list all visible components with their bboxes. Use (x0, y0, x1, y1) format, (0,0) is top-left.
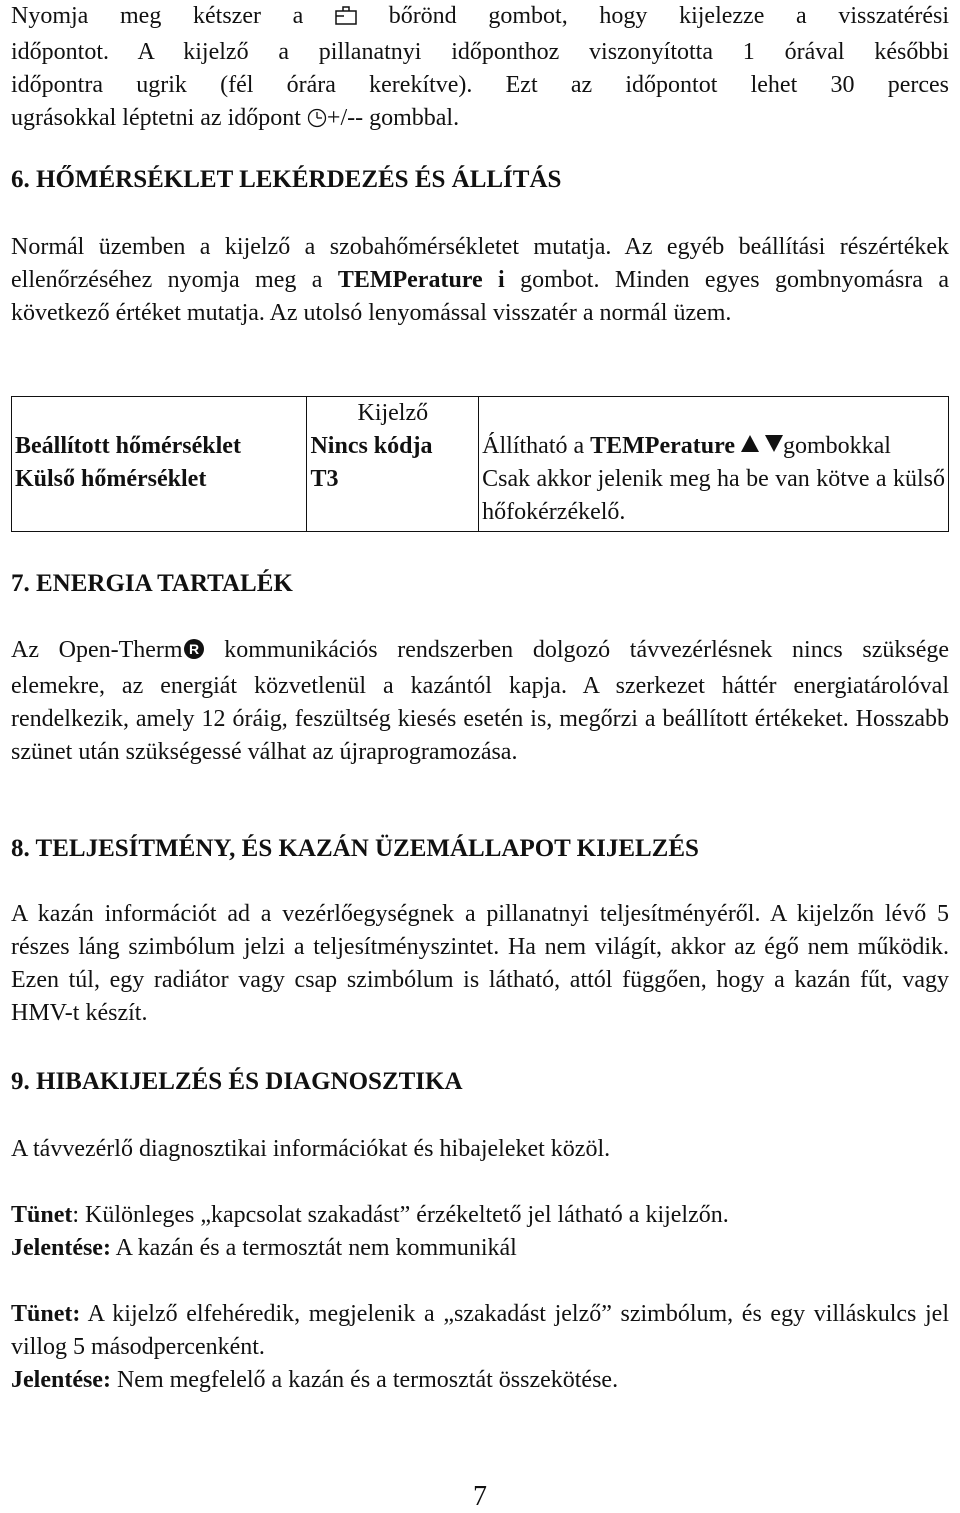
intro-line-4b: +/-- gombbal. (326, 105, 460, 131)
section-7-paragraph (11, 634, 949, 769)
section-9-intro (11, 1133, 949, 1166)
table-header-display: Kijelző (307, 397, 479, 431)
section-9-text: A távvezérlő diagnosztikai információkat és hibajeleket közöl. (11, 1136, 611, 1162)
section-6-text-b: gombot. Minden egyes gombnyomásra a következő értéket mutatja. Az utolsó lenyomással visszatér a normál üzem. (11, 267, 950, 326)
down-arrow-icon (765, 435, 783, 452)
symptom-1 (11, 1199, 949, 1265)
meaning-1-text: A kazán és a termosztát nem kommunikál (110, 1235, 517, 1261)
section-8-paragraph (11, 898, 949, 1030)
intro-line-1a: Nyomja meg kétszer a (11, 3, 304, 29)
intro-line-4a: ugrásokkal léptetni az időpont (11, 105, 301, 131)
section-8-text: A kazán információt ad a vezérlőegységnek a pillanatnyi teljesítményéről. A kijelzőn lévő 5 részes láng szimbólum jelzi a teljesítményszintet. Ha nem világít, akkor az égő nem működik. Ezen túl, egy radiátor vagy csap szimbólum is látható, attól függően, hogy a kazán fűt, vagy HMV-t készít. (11, 901, 949, 1026)
symptom-2 (11, 1298, 949, 1397)
section-6-heading: 6. HŐMÉRSÉKLET LEKÉRDEZÉS ÉS ÁLLÍTÁS (11, 166, 562, 193)
clock-icon (307, 105, 327, 138)
symptom-2-text: A kijelző elfehéredik, megjelenik a „szakadást jelző” szimbólum, és egy villáskulcs jel villog 5 másodpercenként. (11, 1301, 949, 1360)
meaning-1-label: Jelentése: (11, 1235, 111, 1261)
intro-paragraph (11, 0, 949, 138)
temperature-button-ref: TEMPerature i (337, 267, 505, 293)
section-7-heading: 7. ENERGIA TARTALÉK (11, 570, 293, 597)
intro-line-1b: bőrönd gombot, hogy kijelezze a visszatérési (388, 3, 949, 29)
row-2-note: Csak akkor jelenik meg ha be van kötve a külső hőfokérzékelő. (479, 463, 949, 532)
open-therm-text: Az Open-Therm (11, 637, 183, 663)
row-2-code: T3 (310, 466, 339, 492)
symptom-2-label: Tünet: (11, 1301, 81, 1327)
row-2-name: Külső hőmérséklet (15, 466, 207, 492)
meaning-2-text: Nem megfelelő a kazán és a termosztát összekötése. (110, 1367, 619, 1393)
table-row (12, 463, 949, 532)
section-8-heading: 8. TELJESÍTMÉNY, ÉS KAZÁN ÜZEMÁLLAPOT KIJELZÉS (11, 835, 699, 862)
intro-line-3: időpontra ugrik (fél órára kerekítve). Ezt az időpontot lehet 30 perces (11, 72, 949, 98)
intro-line-2: időpontot. A kijelző a pillanatnyi időponthoz viszonyította 1 órával későbbi (11, 39, 949, 65)
symptom-1-label: Tünet (11, 1202, 73, 1228)
symptom-1-text: : Különleges „kapcsolat szakadást” érzékeltető jel látható a kijelzőn. (72, 1202, 729, 1228)
section-9-heading: 9. HIBAKIJELZÉS ÉS DIAGNOSZTIKA (11, 1068, 463, 1095)
meaning-2-label: Jelentése: (11, 1367, 111, 1393)
section-7-text: kommunikációs rendszerben dolgozó távvezérlésnek nincs szüksége elemekre, az energiát közvetlenül a kazántól kapja. A szerkezet háttér energiatárolóval rendelkezik, amely 12 óráig, feszültség kiesés esetén is, megőrzi a beállított értékeket. Hosszabb szünet után szükségessé válhat az újraprogramozása. (11, 637, 949, 765)
display-table (11, 396, 949, 532)
suitcase-icon (335, 3, 357, 36)
table-header-row (12, 397, 949, 431)
row-1-code: Nincs kódja (310, 433, 433, 459)
registered-icon (183, 637, 205, 670)
page-number: 7 (473, 1481, 487, 1512)
row-1-name: Beállított hőmérséklet (15, 433, 241, 459)
section-6-paragraph (11, 231, 949, 330)
table-row (12, 430, 949, 463)
svg-text:R: R (188, 641, 199, 657)
row-1-note: Állítható a TEMPerature gombokkal (479, 430, 949, 463)
section-6-text-a: Normál üzemben a kijelző a szobahőmérsékletet mutatja. Az egyéb beállítási részértékek ellenőrzéséhez nyomja meg a (11, 234, 949, 293)
up-arrow-icon (741, 435, 759, 452)
